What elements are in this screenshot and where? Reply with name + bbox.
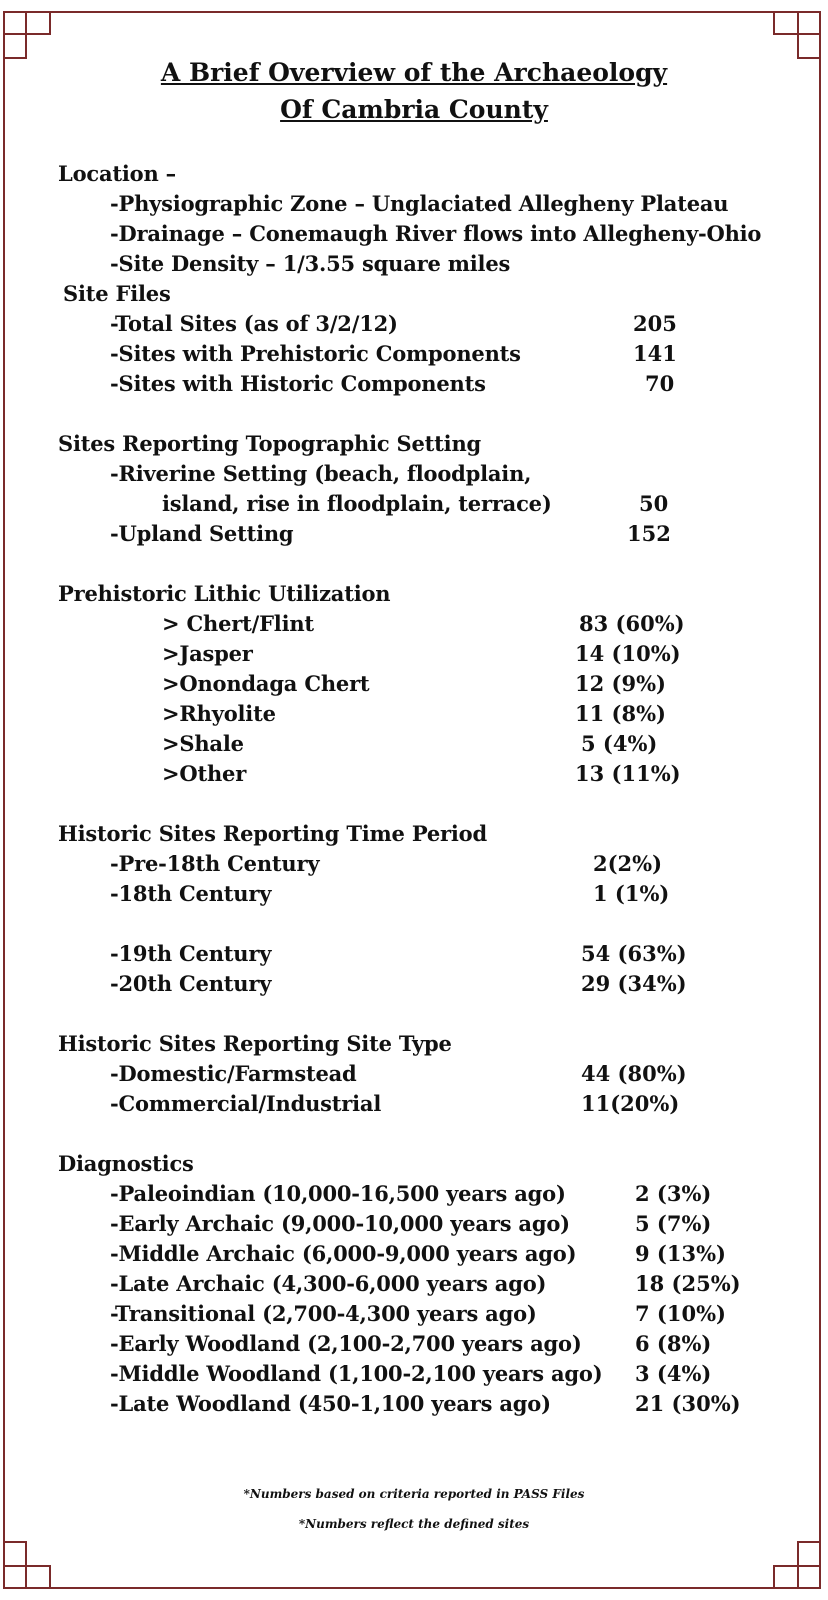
- time-period-value: 29 (34%): [581, 971, 687, 996]
- corner-ornament-bottom-right: [773, 1541, 821, 1589]
- lithic-label: >Onondaga Chert: [162, 671, 370, 696]
- diagnostics-label: -Middle Woodland (1,100-2,100 years ago): [110, 1361, 603, 1386]
- site-files-value: 70: [645, 371, 675, 396]
- riverine-label-line-2: island, rise in floodplain, terrace): [162, 491, 552, 516]
- time-period-heading: Historic Sites Reporting Time Period: [58, 821, 487, 846]
- lithic-heading: Prehistoric Lithic Utilization: [58, 581, 391, 606]
- location-item: -Physiographic Zone – Unglaciated Allegheny Plateau: [110, 191, 729, 216]
- page-title-line-2: Of Cambria County: [280, 95, 548, 124]
- site-type-label: -Domestic/Farmstead: [110, 1061, 357, 1086]
- diagnostics-value: 3 (4%): [635, 1361, 712, 1386]
- diagnostics-label: -Late Woodland (450-1,100 years ago): [110, 1391, 551, 1416]
- diagnostics-label: -Early Archaic (9,000-10,000 years ago): [110, 1211, 570, 1236]
- riverine-value: 50: [639, 491, 669, 516]
- diagnostics-value: 9 (13%): [635, 1241, 726, 1266]
- site-type-value: 11(20%): [581, 1091, 680, 1116]
- lithic-label: >Jasper: [162, 641, 253, 666]
- lithic-value: 11 (8%): [575, 701, 666, 726]
- upland-label: -Upland Setting: [110, 521, 294, 546]
- diagnostics-value: 21 (30%): [635, 1391, 741, 1416]
- upland-value: 152: [627, 521, 671, 546]
- site-files-heading: Site Files: [63, 281, 171, 306]
- time-period-value: 1 (1%): [593, 881, 670, 906]
- time-period-label: -19th Century: [110, 941, 272, 966]
- site-type-value: 44 (80%): [581, 1061, 687, 1086]
- time-period-value: 54 (63%): [581, 941, 687, 966]
- time-period-label: -20th Century: [110, 971, 272, 996]
- lithic-value: 5 (4%): [581, 731, 658, 756]
- corner-ornament-bottom-left: [3, 1541, 51, 1589]
- diagnostics-value: 5 (7%): [635, 1211, 712, 1236]
- diagnostics-value: 6 (8%): [635, 1331, 712, 1356]
- site-files-value: 141: [633, 341, 677, 366]
- footnote: *Numbers reflect the defined sites: [298, 1517, 530, 1531]
- time-period-value: 2(2%): [593, 851, 663, 876]
- diagnostics-value: 18 (25%): [635, 1271, 741, 1296]
- site-type-heading: Historic Sites Reporting Site Type: [58, 1031, 452, 1056]
- lithic-label: >Other: [162, 761, 247, 786]
- diagnostics-value: 2 (3%): [635, 1181, 712, 1206]
- lithic-label: > Chert/Flint: [162, 611, 314, 636]
- lithic-value: 14 (10%): [575, 641, 681, 666]
- diagnostics-heading: Diagnostics: [58, 1151, 194, 1176]
- location-heading: Location –: [58, 161, 176, 186]
- site-type-label: -Commercial/Industrial: [110, 1091, 382, 1116]
- footnote: *Numbers based on criteria reported in PASS Files: [243, 1487, 585, 1501]
- lithic-label: >Rhyolite: [162, 701, 276, 726]
- time-period-label: -18th Century: [110, 881, 272, 906]
- riverine-label-line-1: -Riverine Setting (beach, floodplain,: [110, 461, 532, 486]
- corner-ornament-top-right: [773, 11, 821, 59]
- lithic-value: 12 (9%): [575, 671, 666, 696]
- diagnostics-label: -Late Archaic (4,300-6,000 years ago): [110, 1271, 547, 1296]
- location-item: -Drainage – Conemaugh River flows into Allegheny-Ohio: [110, 221, 762, 246]
- site-files-label: -Sites with Prehistoric Components: [110, 341, 521, 366]
- site-files-label: -Total Sites (as of 3/2/12): [110, 311, 398, 336]
- lithic-label: >Shale: [162, 731, 244, 756]
- lithic-value: 13 (11%): [575, 761, 681, 786]
- time-period-label: -Pre-18th Century: [110, 851, 320, 876]
- diagnostics-label: -Paleoindian (10,000-16,500 years ago): [110, 1181, 566, 1206]
- page-title-line-1: A Brief Overview of the Archaeology: [160, 58, 668, 87]
- diagnostics-value: 7 (10%): [635, 1301, 726, 1326]
- location-item: -Site Density – 1/3.55 square miles: [110, 251, 511, 276]
- site-files-label: -Sites with Historic Components: [110, 371, 486, 396]
- corner-ornament-top-left: [3, 11, 51, 59]
- topographic-heading: Sites Reporting Topographic Setting: [58, 431, 481, 456]
- site-files-value: 205: [633, 311, 677, 336]
- diagnostics-label: -Transitional (2,700-4,300 years ago): [110, 1301, 537, 1326]
- lithic-value: 83 (60%): [579, 611, 685, 636]
- diagnostics-label: -Early Woodland (2,100-2,700 years ago): [110, 1331, 582, 1356]
- diagnostics-label: -Middle Archaic (6,000-9,000 years ago): [110, 1241, 577, 1266]
